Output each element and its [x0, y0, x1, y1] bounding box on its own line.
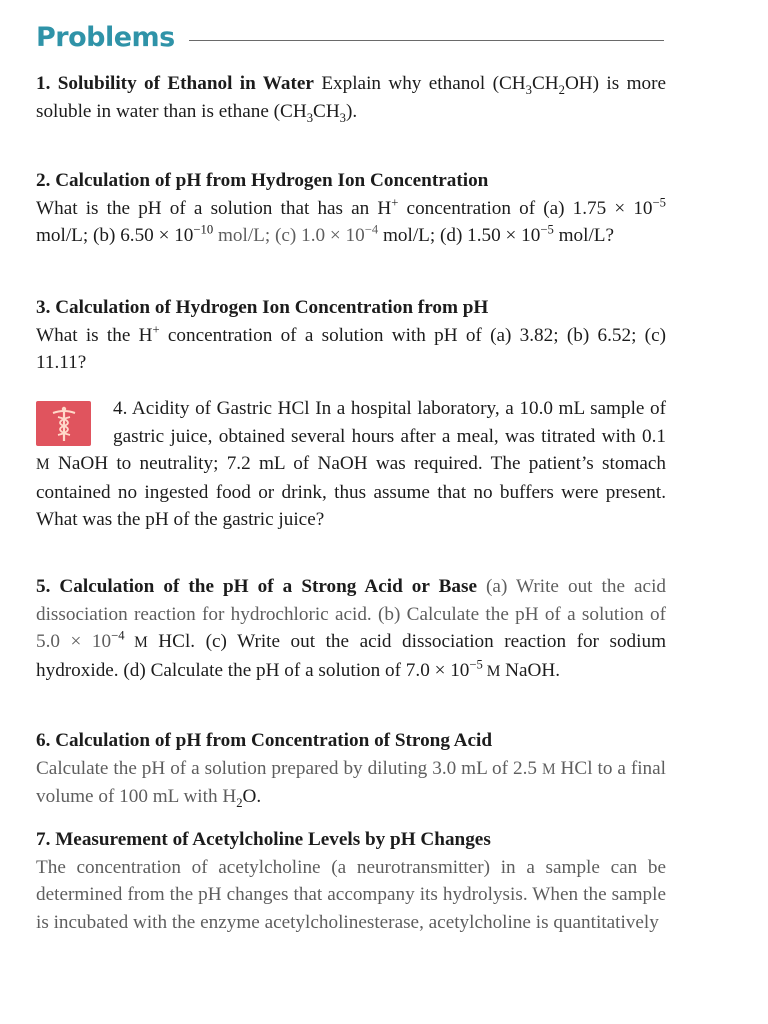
problem-6: 6. Calculation of pH from Concentration of Strong Acid Calculate the pH of a solution prepared by diluting 3.0 mL of 2.5 M HCl to a final volume of 100 mL with $H_2O$.: [36, 727, 666, 811]
header-divider: [189, 40, 664, 41]
problem-5-heading: 5. Calculation of the pH of a Strong Acid or Base: [36, 576, 477, 597]
problem-4-heading: 4. Acidity of Gastric HCl: [113, 398, 310, 419]
problem-1-heading: 1. Solubility of Ethanol in Water: [36, 73, 314, 94]
problem-6-heading: 6. Calculation of pH from Concentration of Strong Acid: [36, 730, 493, 751]
problem-2-heading: 2. Calculation of pH from Hydrogen Ion Concentration: [36, 170, 489, 191]
problem-4: 4. Acidity of Gastric HCl In a hospital laboratory, a 10.0 mL sample of gastric juice, obtained several hours after a meal, was titrated with 0.1 M NaOH to neutrality; 7.2 mL of NaOH was required. The patient’s stomach contained no ingested food or drink, thus assume that no buffers were present. What was the pH of the gastric juice?: [36, 398, 666, 530]
problem-5: 5. Calculation of the pH of a Strong Acid or Base (a) Write out the acid dissociation reaction for hydrochloric acid. (b) Calculate the pH of a solution of $5.0 \times 10^{-4}$ M HCl. (c) Write out the acid dissociation reaction for sodium hydroxide. (d) Calculate the pH of a solution of $7.0 \times 10^{-5}$ M NaOH.: [36, 576, 666, 681]
section-title: Problems: [36, 22, 175, 53]
problem-1: 1. Solubility of Ethanol in Water Explain why ethanol $(CH_3CH_2OH)$ is more soluble in water than is ethane $(CH_3CH_3)$.: [36, 73, 666, 125]
caduceus-icon: [36, 401, 91, 446]
problem-7-heading: 7. Measurement of Acetylcholine Levels by pH Changes: [36, 829, 491, 850]
problem-3-heading: 3. Calculation of Hydrogen Ion Concentration from pH: [36, 297, 489, 318]
problem-2: 2. Calculation of pH from Hydrogen Ion Concentration What is the pH of a solution that has an H+ concentration of (a) $1.75 \times 10^{-5}$ mol/L; (b) $6.50 \times 10^{-10}$ mol/L; (c) $1.0 \times 10^{-4}$ mol/L; (d) $1.50 \times 10^{-5}$ mol/L?: [36, 167, 666, 250]
problem-7: 7. Measurement of Acetylcholine Levels by pH Changes The concentration of acetylcholine (a neurotransmitter) in a sample can be determined from the pH changes that accompany its hydrolysis. When the sample is incubated with the enzyme acetylcholinesterase, acetylcholine is quantitatively: [36, 826, 666, 936]
problem-3: 3. Calculation of Hydrogen Ion Concentration from pH What is the H+ concentration of a solution with pH of (a) 3.82; (b) 6.52; (c) 11.11?: [36, 294, 666, 377]
section-header: [36, 22, 664, 53]
